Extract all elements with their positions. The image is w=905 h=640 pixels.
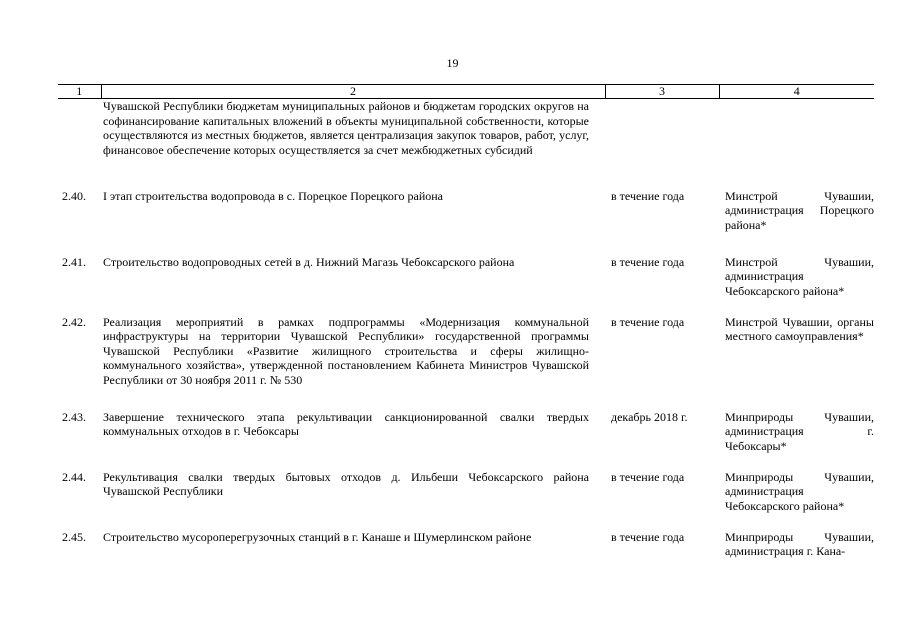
row-number: 2.42. [62, 314, 86, 329]
page-number: 19 [446, 56, 459, 70]
row-content: Строительство водопроводных сетей в д. Нижний Магазь Чебоксарского района [103, 254, 515, 269]
row-term: в течение года [611, 254, 685, 269]
row-number: 2.40. [62, 188, 86, 203]
table-row [58, 189, 874, 255]
row-executor: Минприроды Чувашии, администрация г. Чебоксары* [725, 409, 874, 453]
row-term: в течение года [611, 529, 685, 544]
row-content: Реализация мероприятий в рамках подпрограммы «Модернизация коммунальной инфраструктуры на территории Чувашской Республики» государственной программы Чувашской Республики «Развитие жилищного строительства и сферы жилищно-коммунального хозяйства», утвержденной постановлением Кабинета Министров Чувашской Республики от 30 ноября 2011 г. № 530 [103, 314, 589, 387]
row-executor: Минприроды Чувашии, администрация Чебоксарского района* [725, 469, 874, 513]
row-content: Чувашской Республики бюджетам муниципальных районов и бюджетам городских округов на софинансирование капитальных вложений в объекты муниципальной собственности, которые осуществляются из местных бюджетов, является централизация закупок товаров, работ, услуг, финансовое обеспечение которых осуществляется за счет межбюджетных субсидий [103, 99, 589, 157]
row-executor: Минприроды Чувашии, администрация г. Кана- [725, 529, 874, 559]
row-content: I этап строительства водопровода в с. Порецкое Порецкого района [103, 188, 443, 203]
row-term: в течение года [611, 188, 685, 203]
table-row [58, 470, 874, 530]
measures-table [58, 84, 874, 559]
header-row [58, 85, 874, 99]
row-number: 2.41. [62, 254, 86, 269]
row-content: Строительство мусороперегрузочных станций в г. Канаше и Шумерлинском районе [103, 529, 532, 544]
row-executor [719, 99, 874, 189]
row-content: Завершение технического этапа рекультивации санкционированной свалки твердых коммунальных отходов в г. Чебоксары [103, 409, 589, 439]
table-row [58, 99, 874, 189]
row-number: 2.43. [62, 409, 86, 424]
row-executor: Минстрой Чувашии, органы местного самоуправления* [725, 314, 874, 344]
column-header-4: 4 [719, 85, 874, 99]
column-header-2: 2 [101, 85, 605, 99]
column-header-1: 1 [58, 85, 101, 99]
row-number [58, 99, 101, 189]
column-header-3: 3 [605, 85, 719, 99]
row-term: в течение года [611, 469, 685, 484]
table-row [58, 315, 874, 410]
row-term [605, 99, 719, 189]
row-term: декабрь 2018 г. [611, 409, 688, 424]
row-number: 2.44. [62, 469, 86, 484]
row-executor: Минстрой Чувашии, администрация Чебоксарского района* [725, 254, 874, 298]
row-executor: Минстрой Чувашии, администрация Порецкого района* [725, 188, 874, 232]
table-row [58, 530, 874, 559]
row-term: в течение года [611, 314, 685, 329]
table-row [58, 255, 874, 315]
row-number: 2.45. [62, 529, 86, 544]
row-content: Рекультивация свалки твердых бытовых отходов д. Ильбеши Чебоксарского района Чувашской Республики [103, 469, 589, 499]
table-row [58, 410, 874, 470]
